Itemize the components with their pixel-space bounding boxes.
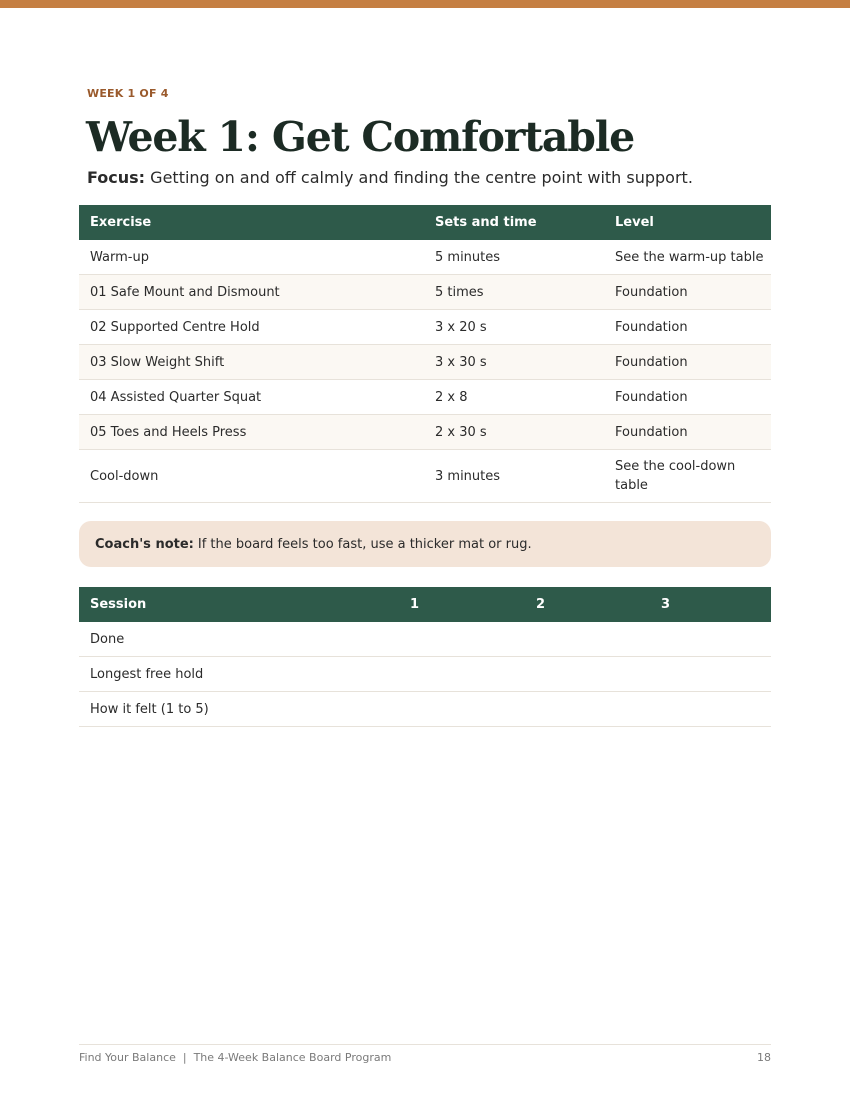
session-2-cell	[525, 622, 650, 657]
exercise-cell: Cool-down	[79, 450, 424, 503]
sets-cell: 3 x 30 s	[424, 345, 604, 380]
session-2-cell	[525, 657, 650, 692]
session-3-cell	[650, 657, 771, 692]
header-session-1: 1	[399, 587, 525, 622]
level-cell: Foundation	[604, 275, 771, 310]
table-row	[79, 450, 771, 503]
exercise-cell: Warm-up	[79, 240, 424, 275]
session-3-cell	[650, 692, 771, 727]
sets-cell: 5 times	[424, 275, 604, 310]
table-row	[79, 310, 771, 345]
table-row	[79, 657, 771, 692]
table-row	[79, 345, 771, 380]
exercise-cell: 02 Supported Centre Hold	[79, 310, 424, 345]
table-row	[79, 275, 771, 310]
page-title: Week 1: Get Comfortable	[86, 113, 634, 161]
session-1-cell	[399, 622, 525, 657]
page-number: 18	[757, 1051, 771, 1064]
session-row-label: Longest free hold	[79, 657, 399, 692]
table-row	[79, 622, 771, 657]
session-1-cell	[399, 692, 525, 727]
level-cell: Foundation	[604, 345, 771, 380]
session-1-cell	[399, 657, 525, 692]
table-row	[79, 380, 771, 415]
session-row-label: Done	[79, 622, 399, 657]
sets-cell: 5 minutes	[424, 240, 604, 275]
coach-note	[79, 521, 771, 567]
table-row	[79, 240, 771, 275]
footer-divider	[79, 1044, 771, 1045]
header-exercise: Exercise	[79, 205, 424, 240]
level-cell: Foundation	[604, 380, 771, 415]
header-session-2: 2	[525, 587, 650, 622]
coach-note-text: If the board feels too fast, use a thicker mat or rug.	[197, 536, 532, 552]
sets-cell: 3 minutes	[424, 450, 604, 503]
session-2-cell	[525, 692, 650, 727]
header-sets-and-time: Sets and time	[424, 205, 604, 240]
exercise-cell: 05 Toes and Heels Press	[79, 415, 424, 450]
table-row	[79, 415, 771, 450]
focus-line	[87, 168, 693, 187]
coach-note-label: Coach's note:	[95, 536, 194, 552]
header-level: Level	[604, 205, 771, 240]
session-3-cell	[650, 622, 771, 657]
sets-cell: 2 x 8	[424, 380, 604, 415]
level-cell: See the warm-up table	[604, 240, 771, 275]
level-cell: Foundation	[604, 310, 771, 345]
week-eyebrow: WEEK 1 OF 4	[87, 87, 169, 100]
header-session-3: 3	[650, 587, 771, 622]
header-session: Session	[79, 587, 399, 622]
sets-cell: 2 x 30 s	[424, 415, 604, 450]
exercise-table-header	[79, 205, 771, 240]
exercise-cell: 03 Slow Weight Shift	[79, 345, 424, 380]
top-accent-bar	[0, 0, 850, 8]
session-table-header	[79, 587, 771, 622]
level-cell: See the cool-down table	[604, 450, 771, 503]
sets-cell: 3 x 20 s	[424, 310, 604, 345]
footer-title: Find Your Balance | The 4-Week Balance Board Program	[79, 1051, 392, 1064]
exercise-cell: 04 Assisted Quarter Squat	[79, 380, 424, 415]
exercise-cell: 01 Safe Mount and Dismount	[79, 275, 424, 310]
focus-label: Focus:	[87, 168, 146, 187]
focus-text: Getting on and off calmly and finding the centre point with support.	[150, 168, 693, 187]
session-row-label: How it felt (1 to 5)	[79, 692, 399, 727]
session-log-table	[79, 587, 771, 727]
exercise-table	[79, 205, 771, 503]
level-cell: Foundation	[604, 415, 771, 450]
table-row	[79, 692, 771, 727]
